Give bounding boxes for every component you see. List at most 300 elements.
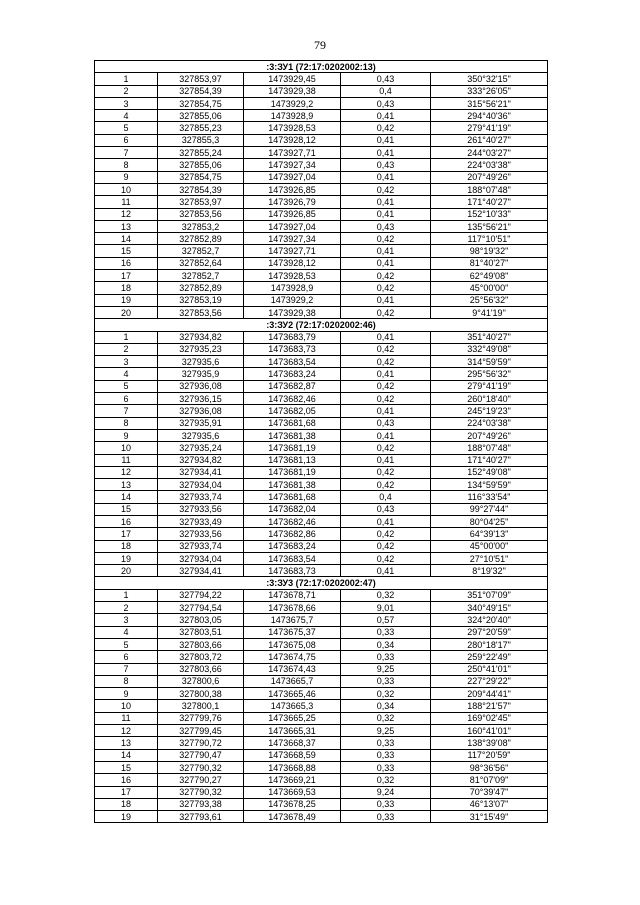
point-number-cell: 2: [95, 343, 158, 355]
distance-cell: 0,41: [341, 110, 431, 122]
point-number-cell: 6: [95, 651, 158, 663]
x-coordinate-cell: 327794,22: [158, 589, 244, 601]
bearing-cell: 333°26'05": [431, 85, 548, 97]
x-coordinate-cell: 327790,47: [158, 749, 244, 761]
bearing-cell: 25°56'32": [431, 294, 548, 306]
bearing-cell: 188°07'48": [431, 183, 548, 195]
table-row: [95, 343, 548, 355]
point-number-cell: 2: [95, 602, 158, 614]
table-row: [95, 134, 548, 146]
x-coordinate-cell: 327793,38: [158, 798, 244, 810]
bearing-cell: 62°49'08": [431, 270, 548, 282]
x-coordinate-cell: 327853,97: [158, 73, 244, 85]
distance-cell: 0,41: [341, 134, 431, 146]
table-row: [95, 589, 548, 601]
table-row: [95, 122, 548, 134]
y-coordinate-cell: 1473927,34: [244, 233, 341, 245]
point-number-cell: 15: [95, 245, 158, 257]
y-coordinate-cell: 1473681,38: [244, 479, 341, 491]
x-coordinate-cell: 327933,56: [158, 503, 244, 515]
bearing-cell: 45°00'00": [431, 540, 548, 552]
y-coordinate-cell: 1473683,54: [244, 552, 341, 564]
x-coordinate-cell: 327800,1: [158, 700, 244, 712]
distance-cell: 0,42: [341, 479, 431, 491]
x-coordinate-cell: 327934,41: [158, 466, 244, 478]
distance-cell: 0,41: [341, 147, 431, 159]
distance-cell: 0,32: [341, 712, 431, 724]
x-coordinate-cell: 327855,06: [158, 159, 244, 171]
table-row: [95, 417, 548, 429]
distance-cell: 0,41: [341, 454, 431, 466]
point-number-cell: 19: [95, 294, 158, 306]
y-coordinate-cell: 1473926,85: [244, 208, 341, 220]
distance-cell: 0,42: [341, 393, 431, 405]
point-number-cell: 9: [95, 429, 158, 441]
distance-cell: 0,41: [341, 565, 431, 577]
point-number-cell: 9: [95, 688, 158, 700]
table-row: [95, 257, 548, 269]
bearing-cell: 99°27'44": [431, 503, 548, 515]
y-coordinate-cell: 1473682,46: [244, 515, 341, 527]
bearing-cell: 351°40'27": [431, 331, 548, 343]
bearing-cell: 294°40'36": [431, 110, 548, 122]
x-coordinate-cell: 327790,27: [158, 774, 244, 786]
x-coordinate-cell: 327855,3: [158, 134, 244, 146]
y-coordinate-cell: 1473665,25: [244, 712, 341, 724]
table-row: [95, 552, 548, 564]
bearing-cell: 260°18'40": [431, 393, 548, 405]
point-number-cell: 4: [95, 368, 158, 380]
distance-cell: 0,33: [341, 761, 431, 773]
x-coordinate-cell: 327933,49: [158, 515, 244, 527]
distance-cell: 0,33: [341, 811, 431, 823]
point-number-cell: 16: [95, 257, 158, 269]
point-number-cell: 4: [95, 626, 158, 638]
bearing-cell: 31°15'49": [431, 811, 548, 823]
x-coordinate-cell: 327935,9: [158, 368, 244, 380]
y-coordinate-cell: 1473683,73: [244, 343, 341, 355]
x-coordinate-cell: 327853,56: [158, 306, 244, 318]
x-coordinate-cell: 327800,6: [158, 675, 244, 687]
table-row: [95, 270, 548, 282]
y-coordinate-cell: 1473678,71: [244, 589, 341, 601]
table-row: [95, 97, 548, 109]
table-row: [95, 405, 548, 417]
point-number-cell: 1: [95, 73, 158, 85]
bearing-cell: 314°59'59": [431, 356, 548, 368]
x-coordinate-cell: 327935,6: [158, 429, 244, 441]
distance-cell: 0,42: [341, 528, 431, 540]
x-coordinate-cell: 327853,2: [158, 220, 244, 232]
distance-cell: 0,41: [341, 515, 431, 527]
distance-cell: 9,24: [341, 786, 431, 798]
x-coordinate-cell: 327803,72: [158, 651, 244, 663]
point-number-cell: 10: [95, 442, 158, 454]
bearing-cell: 9°41'19": [431, 306, 548, 318]
y-coordinate-cell: 1473674,43: [244, 663, 341, 675]
table-row: [95, 515, 548, 527]
distance-cell: 9,01: [341, 602, 431, 614]
bearing-cell: 295°56'32": [431, 368, 548, 380]
y-coordinate-cell: 1473665,7: [244, 675, 341, 687]
y-coordinate-cell: 1473681,13: [244, 454, 341, 466]
bearing-cell: 117°20'59": [431, 749, 548, 761]
x-coordinate-cell: 327790,72: [158, 737, 244, 749]
x-coordinate-cell: 327855,24: [158, 147, 244, 159]
x-coordinate-cell: 327852,89: [158, 233, 244, 245]
table-row: [95, 491, 548, 503]
y-coordinate-cell: 1473683,24: [244, 540, 341, 552]
y-coordinate-cell: 1473681,19: [244, 442, 341, 454]
table-row: [95, 380, 548, 392]
y-coordinate-cell: 1473683,24: [244, 368, 341, 380]
y-coordinate-cell: 1473928,12: [244, 257, 341, 269]
bearing-cell: 244°03'27": [431, 147, 548, 159]
y-coordinate-cell: 1473683,79: [244, 331, 341, 343]
table-row: [95, 159, 548, 171]
table-row: [95, 725, 548, 737]
x-coordinate-cell: 327854,75: [158, 171, 244, 183]
point-number-cell: 5: [95, 380, 158, 392]
bearing-cell: 209°44'41": [431, 688, 548, 700]
table-row: [95, 429, 548, 441]
section-title: :3:ЗУ1 (72:17:0202002:13): [95, 61, 548, 73]
y-coordinate-cell: 1473669,53: [244, 786, 341, 798]
table-row: [95, 602, 548, 614]
x-coordinate-cell: 327934,82: [158, 331, 244, 343]
x-coordinate-cell: 327854,39: [158, 183, 244, 195]
y-coordinate-cell: 1473683,73: [244, 565, 341, 577]
x-coordinate-cell: 327853,97: [158, 196, 244, 208]
bearing-cell: 279°41'19": [431, 122, 548, 134]
bearing-cell: 138°39'08": [431, 737, 548, 749]
point-number-cell: 15: [95, 503, 158, 515]
x-coordinate-cell: 327936,15: [158, 393, 244, 405]
table-row: [95, 737, 548, 749]
bearing-cell: 98°36'56": [431, 761, 548, 773]
table-row: [95, 331, 548, 343]
page-number: 79: [314, 38, 326, 52]
point-number-cell: 5: [95, 638, 158, 650]
y-coordinate-cell: 1473678,49: [244, 811, 341, 823]
distance-cell: 0,41: [341, 294, 431, 306]
point-number-cell: 16: [95, 515, 158, 527]
x-coordinate-cell: 327800,38: [158, 688, 244, 700]
distance-cell: 0,33: [341, 626, 431, 638]
y-coordinate-cell: 1473928,53: [244, 122, 341, 134]
x-coordinate-cell: 327852,64: [158, 257, 244, 269]
bearing-cell: 207°49'26": [431, 429, 548, 441]
point-number-cell: 15: [95, 761, 158, 773]
bearing-cell: 224°03'38": [431, 417, 548, 429]
bearing-cell: 227°29'22": [431, 675, 548, 687]
y-coordinate-cell: 1473682,04: [244, 503, 341, 515]
bearing-cell: 188°07'48": [431, 442, 548, 454]
y-coordinate-cell: 1473668,88: [244, 761, 341, 773]
table-row: [95, 466, 548, 478]
table-row: [95, 565, 548, 577]
x-coordinate-cell: 327853,56: [158, 208, 244, 220]
bearing-cell: 81°40'27": [431, 257, 548, 269]
distance-cell: 0,34: [341, 638, 431, 650]
table-row: [95, 761, 548, 773]
table-row: [95, 528, 548, 540]
y-coordinate-cell: 1473928,9: [244, 282, 341, 294]
bearing-cell: 160°41'01": [431, 725, 548, 737]
bearing-cell: 152°49'08": [431, 466, 548, 478]
y-coordinate-cell: 1473669,21: [244, 774, 341, 786]
table-row: [95, 110, 548, 122]
y-coordinate-cell: 1473683,54: [244, 356, 341, 368]
distance-cell: 0,41: [341, 368, 431, 380]
bearing-cell: 171°40'27": [431, 454, 548, 466]
y-coordinate-cell: 1473927,34: [244, 159, 341, 171]
table-row: [95, 356, 548, 368]
distance-cell: 0,42: [341, 183, 431, 195]
point-number-cell: 8: [95, 675, 158, 687]
bearing-cell: 332°49'08": [431, 343, 548, 355]
bearing-cell: 280°18'17": [431, 638, 548, 650]
point-number-cell: 7: [95, 663, 158, 675]
bearing-cell: 27°10'51": [431, 552, 548, 564]
point-number-cell: 11: [95, 196, 158, 208]
y-coordinate-cell: 1473927,71: [244, 147, 341, 159]
point-number-cell: 19: [95, 811, 158, 823]
table-row: [95, 540, 548, 552]
coordinates-table-body: [95, 61, 548, 823]
table-row: [95, 712, 548, 724]
point-number-cell: 10: [95, 183, 158, 195]
distance-cell: 9,25: [341, 725, 431, 737]
distance-cell: 0,42: [341, 233, 431, 245]
table-row: [95, 651, 548, 663]
point-number-cell: 13: [95, 737, 158, 749]
y-coordinate-cell: 1473682,87: [244, 380, 341, 392]
point-number-cell: 18: [95, 282, 158, 294]
table-row: [95, 220, 548, 232]
section-header-row: [95, 319, 548, 331]
distance-cell: 0,34: [341, 700, 431, 712]
distance-cell: 0,42: [341, 306, 431, 318]
table-row: [95, 442, 548, 454]
bearing-cell: 245°19'23": [431, 405, 548, 417]
table-row: [95, 282, 548, 294]
point-number-cell: 1: [95, 589, 158, 601]
point-number-cell: 8: [95, 159, 158, 171]
table-row: [95, 786, 548, 798]
distance-cell: 0,42: [341, 343, 431, 355]
bearing-cell: 134°59'59": [431, 479, 548, 491]
point-number-cell: 5: [95, 122, 158, 134]
y-coordinate-cell: 1473675,7: [244, 614, 341, 626]
table-row: [95, 774, 548, 786]
distance-cell: 0,57: [341, 614, 431, 626]
point-number-cell: 2: [95, 85, 158, 97]
point-number-cell: 19: [95, 552, 158, 564]
point-number-cell: 12: [95, 725, 158, 737]
y-coordinate-cell: 1473681,68: [244, 417, 341, 429]
bearing-cell: 279°41'19": [431, 380, 548, 392]
distance-cell: 0,42: [341, 552, 431, 564]
bearing-cell: 324°20'40": [431, 614, 548, 626]
y-coordinate-cell: 1473929,38: [244, 85, 341, 97]
coordinates-table: [94, 60, 548, 823]
y-coordinate-cell: 1473928,12: [244, 134, 341, 146]
bearing-cell: 169°02'45": [431, 712, 548, 724]
table-row: [95, 454, 548, 466]
y-coordinate-cell: 1473682,86: [244, 528, 341, 540]
table-row: [95, 663, 548, 675]
point-number-cell: 11: [95, 454, 158, 466]
x-coordinate-cell: 327934,04: [158, 479, 244, 491]
distance-cell: 0,43: [341, 417, 431, 429]
point-number-cell: 14: [95, 233, 158, 245]
x-coordinate-cell: 327936,08: [158, 405, 244, 417]
bearing-cell: 116°33'54": [431, 491, 548, 503]
y-coordinate-cell: 1473665,3: [244, 700, 341, 712]
distance-cell: 0,4: [341, 491, 431, 503]
bearing-cell: 207°49'26": [431, 171, 548, 183]
point-number-cell: 4: [95, 110, 158, 122]
table-row: [95, 171, 548, 183]
table-row: [95, 208, 548, 220]
distance-cell: 0,42: [341, 270, 431, 282]
bearing-cell: 98°19'32": [431, 245, 548, 257]
y-coordinate-cell: 1473927,04: [244, 171, 341, 183]
x-coordinate-cell: 327935,24: [158, 442, 244, 454]
bearing-cell: 188°21'57": [431, 700, 548, 712]
distance-cell: 0,41: [341, 245, 431, 257]
table-row: [95, 147, 548, 159]
distance-cell: 0,32: [341, 774, 431, 786]
y-coordinate-cell: 1473928,9: [244, 110, 341, 122]
table-row: [95, 233, 548, 245]
x-coordinate-cell: 327852,7: [158, 270, 244, 282]
point-number-cell: 6: [95, 134, 158, 146]
table-row: [95, 811, 548, 823]
y-coordinate-cell: 1473681,19: [244, 466, 341, 478]
distance-cell: 0,42: [341, 466, 431, 478]
y-coordinate-cell: 1473681,38: [244, 429, 341, 441]
distance-cell: 0,43: [341, 159, 431, 171]
point-number-cell: 14: [95, 749, 158, 761]
bearing-cell: 224°03'38": [431, 159, 548, 171]
table-row: [95, 294, 548, 306]
distance-cell: 0,32: [341, 688, 431, 700]
point-number-cell: 7: [95, 147, 158, 159]
bearing-cell: 152°10'33": [431, 208, 548, 220]
point-number-cell: 8: [95, 417, 158, 429]
x-coordinate-cell: 327854,75: [158, 97, 244, 109]
point-number-cell: 18: [95, 540, 158, 552]
x-coordinate-cell: 327935,91: [158, 417, 244, 429]
bearing-cell: 117°10'51": [431, 233, 548, 245]
table-row: [95, 503, 548, 515]
x-coordinate-cell: 327936,08: [158, 380, 244, 392]
distance-cell: 0,41: [341, 429, 431, 441]
distance-cell: 0,33: [341, 749, 431, 761]
y-coordinate-cell: 1473668,59: [244, 749, 341, 761]
bearing-cell: 261°40'27": [431, 134, 548, 146]
y-coordinate-cell: 1473929,45: [244, 73, 341, 85]
x-coordinate-cell: 327933,56: [158, 528, 244, 540]
distance-cell: 0,42: [341, 442, 431, 454]
distance-cell: 0,41: [341, 405, 431, 417]
x-coordinate-cell: 327933,74: [158, 540, 244, 552]
point-number-cell: 12: [95, 466, 158, 478]
y-coordinate-cell: 1473675,08: [244, 638, 341, 650]
point-number-cell: 13: [95, 479, 158, 491]
distance-cell: 0,41: [341, 196, 431, 208]
y-coordinate-cell: 1473665,46: [244, 688, 341, 700]
y-coordinate-cell: 1473681,68: [244, 491, 341, 503]
bearing-cell: 70°39'47": [431, 786, 548, 798]
bearing-cell: 315°56'21": [431, 97, 548, 109]
point-number-cell: 18: [95, 798, 158, 810]
table-row: [95, 393, 548, 405]
x-coordinate-cell: 327934,04: [158, 552, 244, 564]
x-coordinate-cell: 327799,45: [158, 725, 244, 737]
x-coordinate-cell: 327855,23: [158, 122, 244, 134]
y-coordinate-cell: 1473668,37: [244, 737, 341, 749]
x-coordinate-cell: 327855,06: [158, 110, 244, 122]
table-row: [95, 638, 548, 650]
point-number-cell: 3: [95, 97, 158, 109]
y-coordinate-cell: 1473929,2: [244, 294, 341, 306]
x-coordinate-cell: 327854,39: [158, 85, 244, 97]
distance-cell: 0,41: [341, 208, 431, 220]
y-coordinate-cell: 1473682,46: [244, 393, 341, 405]
x-coordinate-cell: 327934,82: [158, 454, 244, 466]
point-number-cell: 11: [95, 712, 158, 724]
x-coordinate-cell: 327803,66: [158, 663, 244, 675]
x-coordinate-cell: 327803,05: [158, 614, 244, 626]
y-coordinate-cell: 1473928,53: [244, 270, 341, 282]
point-number-cell: 17: [95, 270, 158, 282]
y-coordinate-cell: 1473929,38: [244, 306, 341, 318]
x-coordinate-cell: 327852,89: [158, 282, 244, 294]
point-number-cell: 16: [95, 774, 158, 786]
distance-cell: 0,41: [341, 331, 431, 343]
x-coordinate-cell: 327933,74: [158, 491, 244, 503]
y-coordinate-cell: 1473675,37: [244, 626, 341, 638]
bearing-cell: 64°39'13": [431, 528, 548, 540]
bearing-cell: 80°04'25": [431, 515, 548, 527]
distance-cell: 0,33: [341, 675, 431, 687]
distance-cell: 0,33: [341, 651, 431, 663]
table-row: [95, 306, 548, 318]
x-coordinate-cell: 327935,6: [158, 356, 244, 368]
distance-cell: 0,42: [341, 282, 431, 294]
point-number-cell: 13: [95, 220, 158, 232]
section-title: :3:ЗУ2 (72:17:0202002:46): [95, 319, 548, 331]
y-coordinate-cell: 1473682,05: [244, 405, 341, 417]
point-number-cell: 7: [95, 405, 158, 417]
y-coordinate-cell: 1473678,66: [244, 602, 341, 614]
distance-cell: 0,42: [341, 356, 431, 368]
x-coordinate-cell: 327934,41: [158, 565, 244, 577]
x-coordinate-cell: 327799,76: [158, 712, 244, 724]
bearing-cell: 340°49'15": [431, 602, 548, 614]
y-coordinate-cell: 1473929,2: [244, 97, 341, 109]
point-number-cell: 1: [95, 331, 158, 343]
table-row: [95, 798, 548, 810]
point-number-cell: 9: [95, 171, 158, 183]
distance-cell: 0,43: [341, 97, 431, 109]
table-row: [95, 245, 548, 257]
point-number-cell: 3: [95, 614, 158, 626]
distance-cell: 0,41: [341, 171, 431, 183]
